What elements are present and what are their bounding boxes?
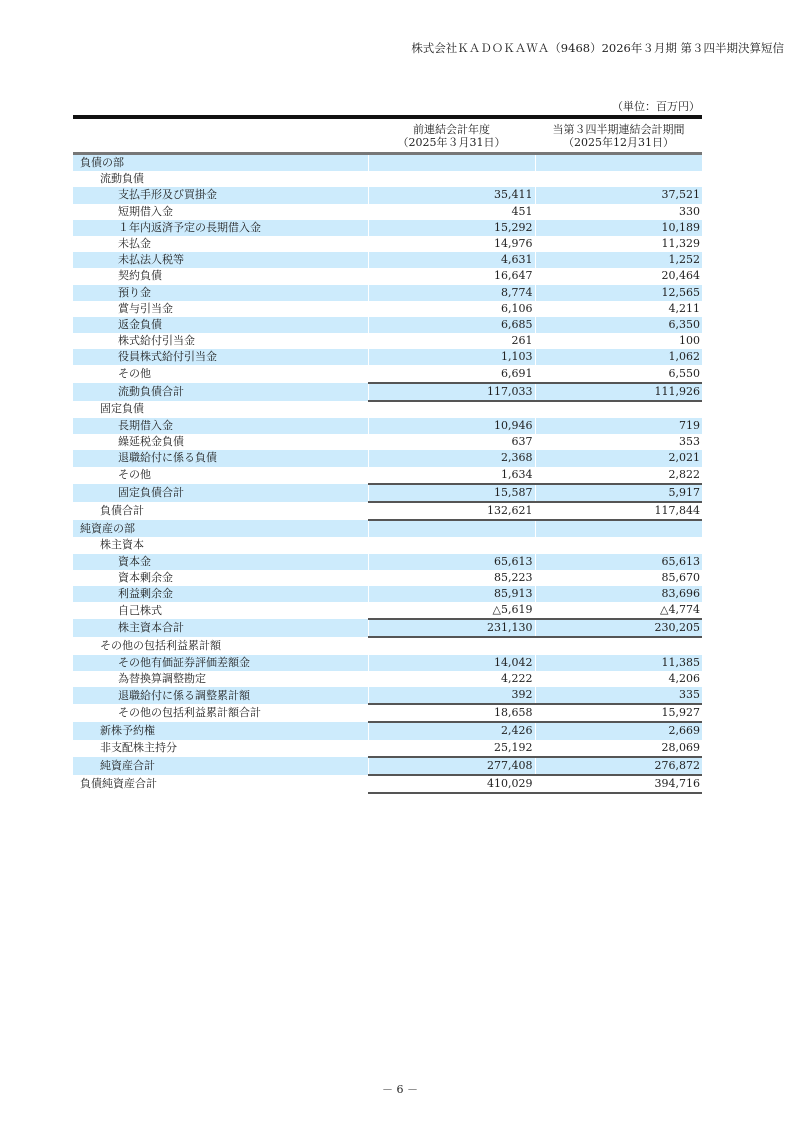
row-label: その他の包括利益累計額 <box>100 639 221 653</box>
value-prev <box>368 171 535 187</box>
value-curr <box>535 537 702 553</box>
value-curr: 85,670 <box>535 570 702 586</box>
value-prev: 8,774 <box>368 285 535 301</box>
document-header: 株式会社ＫＡＤＯＫＡＷＡ（9468）2026年３月期 第３四半期決算短信 <box>411 41 784 55</box>
value-prev: 10,946 <box>368 418 535 434</box>
value-prev: 637 <box>368 434 535 450</box>
value-curr: 394,716 <box>535 775 702 793</box>
row-label: その他 <box>118 367 151 381</box>
value-prev: 1,103 <box>368 349 535 365</box>
row-label: 利益剰余金 <box>73 586 368 602</box>
value-curr <box>535 171 702 187</box>
value-curr: 37,521 <box>535 187 702 203</box>
value-curr: 5,917 <box>535 484 702 502</box>
value-prev: 14,976 <box>368 236 535 252</box>
row-label: 賞与引当金 <box>118 301 173 315</box>
value-curr: 83,696 <box>535 586 702 602</box>
column-header-curr-date: （2025年12月31日） <box>563 135 674 149</box>
row-label: 短期借入金 <box>118 204 173 218</box>
row-label: 新株予約権 <box>73 722 368 739</box>
table-row <box>73 740 702 757</box>
table-row <box>73 775 702 793</box>
value-curr <box>535 154 702 172</box>
value-curr: 276,872 <box>535 757 702 775</box>
value-prev: 4,631 <box>368 252 535 268</box>
table-row <box>73 586 702 602</box>
column-header-prev-title: 前連結会計年度 <box>413 122 490 136</box>
table-row <box>73 285 702 301</box>
value-prev: 6,106 <box>368 301 535 317</box>
value-curr: 111,926 <box>535 383 702 401</box>
row-label: 資本剰余金 <box>118 570 173 584</box>
table-row <box>73 484 702 502</box>
value-prev: 18,658 <box>368 704 535 722</box>
table-row <box>73 757 702 775</box>
value-prev: 231,130 <box>368 619 535 637</box>
value-prev: 25,192 <box>368 740 535 757</box>
row-label: 繰延税金負債 <box>118 435 184 449</box>
table-row <box>73 268 702 284</box>
value-curr: 230,205 <box>535 619 702 637</box>
table-row <box>73 434 702 450</box>
value-prev: 6,685 <box>368 317 535 333</box>
row-label: 株式給付引当金 <box>118 334 195 348</box>
column-header-prev-date: （2025年３月31日） <box>397 135 506 149</box>
value-prev: 85,913 <box>368 586 535 602</box>
table-row <box>73 502 702 520</box>
value-prev: 14,042 <box>368 655 535 671</box>
value-prev: 2,368 <box>368 450 535 466</box>
table-row <box>73 637 702 654</box>
row-label: その他 <box>118 468 151 482</box>
value-curr: △4,774 <box>535 602 702 619</box>
value-curr: 20,464 <box>535 268 702 284</box>
table-row <box>73 401 702 418</box>
row-label: その他の包括利益累計額合計 <box>118 706 261 720</box>
table-row <box>73 602 702 619</box>
table-row <box>73 687 702 704</box>
table-row <box>73 450 702 466</box>
row-label: 返金負債 <box>73 317 368 333</box>
row-label: 流動負債合計 <box>73 383 368 401</box>
value-prev <box>368 520 535 537</box>
column-header-curr-title: 当第３四半期連結会計期間 <box>552 122 685 136</box>
value-prev <box>368 537 535 553</box>
row-label: 負債純資産合計 <box>80 777 157 791</box>
row-label: 退職給付に係る負債 <box>73 450 368 466</box>
value-prev: 65,613 <box>368 554 535 570</box>
value-prev: 277,408 <box>368 757 535 775</box>
table-row <box>73 365 702 382</box>
value-prev: 16,647 <box>368 268 535 284</box>
row-label: 長期借入金 <box>73 418 368 434</box>
table-row <box>73 171 702 187</box>
value-curr: 335 <box>535 687 702 704</box>
value-curr <box>535 637 702 654</box>
value-curr <box>535 401 702 418</box>
table-row <box>73 333 702 349</box>
table-row <box>73 520 702 537</box>
table-row <box>73 467 702 484</box>
value-curr: 2,021 <box>535 450 702 466</box>
table-row <box>73 554 702 570</box>
value-prev: 392 <box>368 687 535 704</box>
value-prev: 261 <box>368 333 535 349</box>
value-curr: 6,350 <box>535 317 702 333</box>
value-prev: 410,029 <box>368 775 535 793</box>
table-row <box>73 252 702 268</box>
row-label: 自己株式 <box>118 603 162 617</box>
row-label: １年内返済予定の長期借入金 <box>73 220 368 236</box>
value-prev <box>368 637 535 654</box>
row-label: 未払法人税等 <box>73 252 368 268</box>
value-prev: 132,621 <box>368 502 535 520</box>
table-row <box>73 704 702 722</box>
value-curr: 353 <box>535 434 702 450</box>
value-prev: 2,426 <box>368 722 535 739</box>
table-row <box>73 537 702 553</box>
value-prev: 1,634 <box>368 467 535 484</box>
value-curr: 65,613 <box>535 554 702 570</box>
table-row <box>73 317 702 333</box>
value-curr <box>535 520 702 537</box>
table-row <box>73 655 702 671</box>
value-prev: 85,223 <box>368 570 535 586</box>
table-row <box>73 236 702 252</box>
value-prev: 6,691 <box>368 365 535 382</box>
table-row <box>73 671 702 687</box>
table-row <box>73 301 702 317</box>
value-prev <box>368 401 535 418</box>
value-prev: 4,222 <box>368 671 535 687</box>
value-curr: 2,669 <box>535 722 702 739</box>
row-label: 契約負債 <box>118 269 162 283</box>
table-header-row <box>73 117 702 154</box>
row-label: 株主資本 <box>100 538 144 552</box>
value-curr: 100 <box>535 333 702 349</box>
table-row <box>73 722 702 739</box>
value-curr: 11,329 <box>535 236 702 252</box>
page-number: － 6 － <box>382 1083 418 1096</box>
table-row <box>73 349 702 365</box>
row-label: 未払金 <box>118 237 151 251</box>
balance-sheet-table <box>73 115 702 794</box>
value-curr: 10,189 <box>535 220 702 236</box>
value-curr: 12,565 <box>535 285 702 301</box>
value-curr: 2,822 <box>535 467 702 484</box>
value-prev: △5,619 <box>368 602 535 619</box>
row-label: 非支配株主持分 <box>100 741 177 755</box>
table-row <box>73 204 702 220</box>
value-curr: 11,385 <box>535 655 702 671</box>
value-curr: 15,927 <box>535 704 702 722</box>
row-label: 純資産合計 <box>73 757 368 775</box>
row-label: 資本金 <box>73 554 368 570</box>
value-prev: 35,411 <box>368 187 535 203</box>
table-row <box>73 383 702 401</box>
value-curr: 1,062 <box>535 349 702 365</box>
value-curr: 719 <box>535 418 702 434</box>
value-prev <box>368 154 535 172</box>
row-label: 支払手形及び買掛金 <box>73 187 368 203</box>
table-row <box>73 187 702 203</box>
row-label: 負債の部 <box>73 154 368 172</box>
value-prev: 451 <box>368 204 535 220</box>
value-curr: 4,211 <box>535 301 702 317</box>
value-prev: 15,587 <box>368 484 535 502</box>
value-curr: 330 <box>535 204 702 220</box>
column-header-prev <box>368 117 535 154</box>
header-blank <box>73 117 368 154</box>
value-curr: 117,844 <box>535 502 702 520</box>
row-label: その他有価証券評価差額金 <box>73 655 368 671</box>
value-prev: 117,033 <box>368 383 535 401</box>
unit-label: （単位：百万円） <box>612 100 700 113</box>
row-label: 役員株式給付引当金 <box>73 349 368 365</box>
table-row <box>73 418 702 434</box>
row-label: 固定負債合計 <box>73 484 368 502</box>
row-label: 預り金 <box>73 285 368 301</box>
value-prev: 15,292 <box>368 220 535 236</box>
table-row <box>73 220 702 236</box>
table-row <box>73 619 702 637</box>
column-header-curr <box>535 117 702 154</box>
value-curr: 4,206 <box>535 671 702 687</box>
row-label: 退職給付に係る調整累計額 <box>73 687 368 704</box>
row-label: 株主資本合計 <box>73 619 368 637</box>
row-label: 為替換算調整勘定 <box>118 671 206 685</box>
table-row <box>73 570 702 586</box>
row-label: 負債合計 <box>100 504 144 518</box>
row-label: 固定負債 <box>100 402 144 416</box>
value-curr: 6,550 <box>535 365 702 382</box>
row-label: 純資産の部 <box>73 520 368 537</box>
value-curr: 28,069 <box>535 740 702 757</box>
value-curr: 1,252 <box>535 252 702 268</box>
row-label: 流動負債 <box>100 172 144 186</box>
table-row <box>73 154 702 172</box>
